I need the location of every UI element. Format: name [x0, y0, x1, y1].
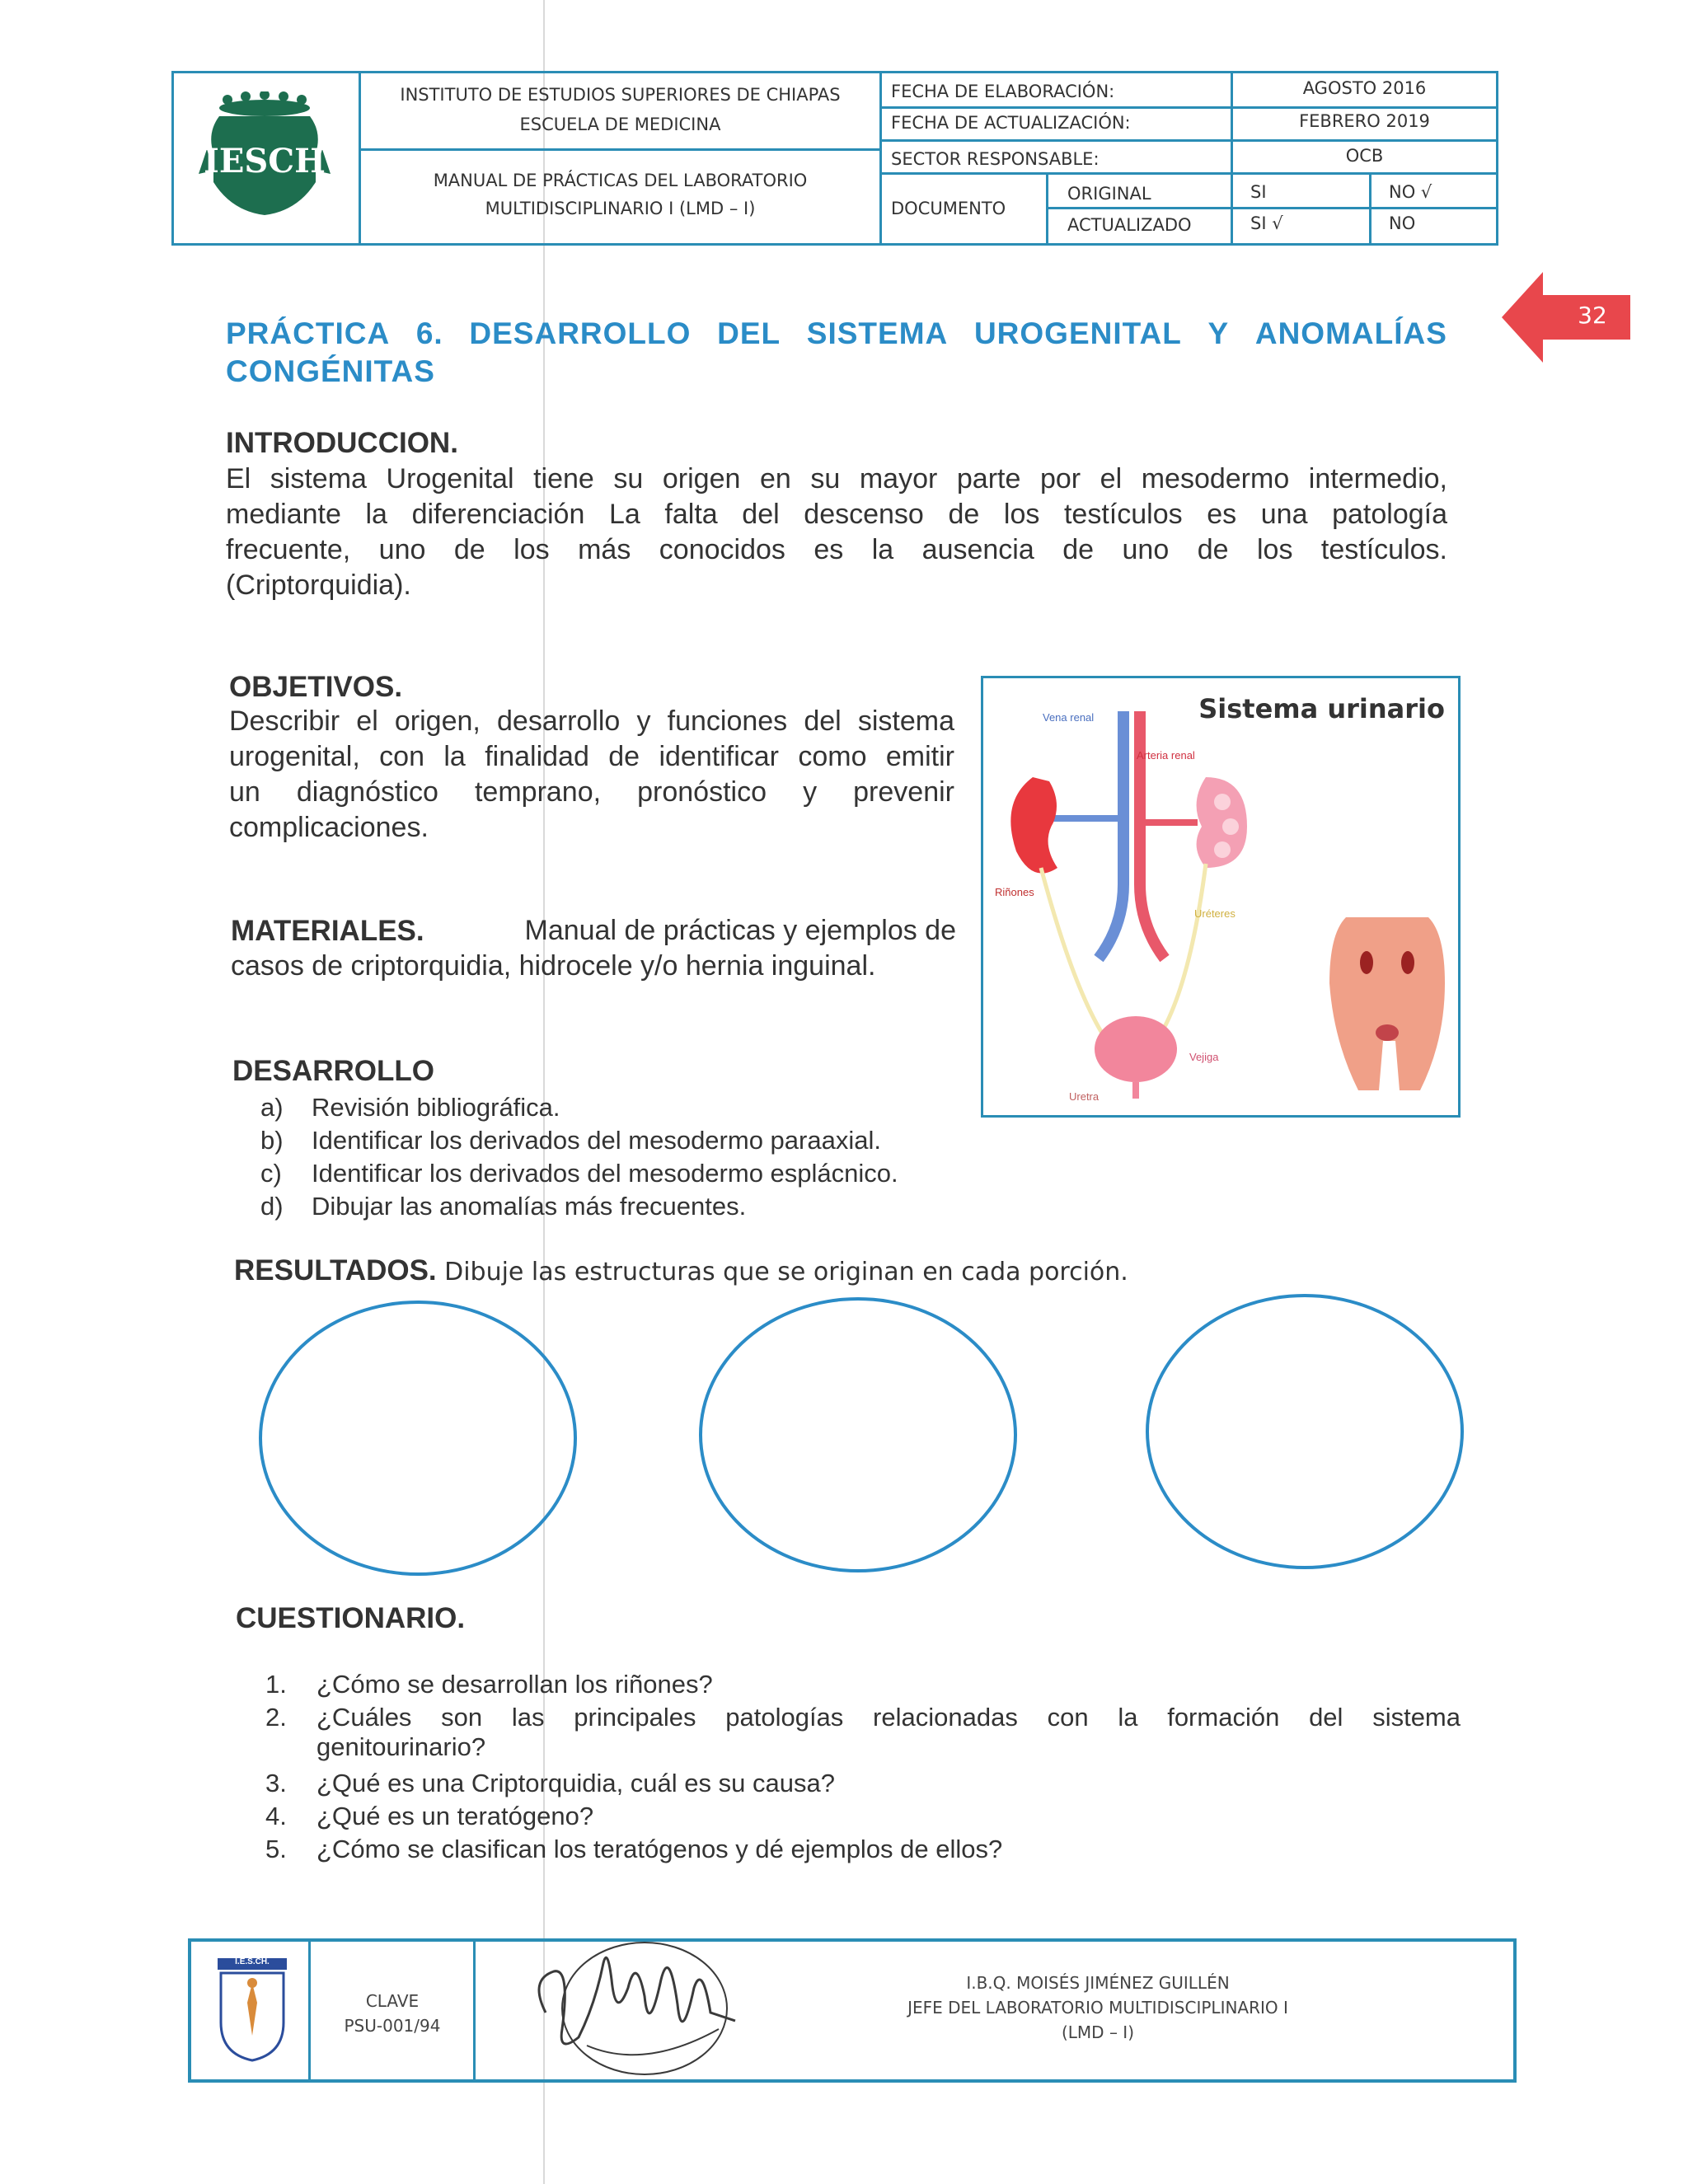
documento-label: DOCUMENTO: [891, 199, 1006, 218]
intro-line: mediante la diferenciación La falta del descenso de los testículos es una patología: [226, 499, 1447, 530]
objetivos-line: urogenital, con la finalidad de identificar como emitir: [229, 741, 954, 772]
sector-responsable-label: SECTOR RESPONSABLE:: [891, 149, 1100, 169]
label-rinones: Riñones: [995, 886, 1034, 898]
school-name: ESCUELA DE MEDICINA: [519, 115, 721, 134]
drawing-circle-2[interactable]: [699, 1297, 1017, 1572]
label-arteria-renal: Arteria renal: [1137, 749, 1195, 762]
resultados-text: Dibuje las estructuras que se originan en cada porción.: [444, 1258, 1128, 1286]
resultados-line: [234, 1254, 1128, 1287]
drawing-circle-1[interactable]: [259, 1301, 577, 1576]
objetivos-heading: OBJETIVOS.: [229, 671, 403, 703]
desarrollo-item: b) Identificar los derivados del mesodermo paraaxial.: [260, 1126, 881, 1155]
materiales-text: Manual de prácticas y ejemplos de: [524, 915, 956, 946]
question-item: 3. ¿Qué es una Criptorquidia, cuál es su causa?: [265, 1769, 835, 1797]
clave-value: PSU-001/94: [344, 2016, 441, 2036]
practice-title: [226, 316, 1447, 351]
urinary-system-illustration: [983, 678, 1458, 1115]
iesch-shield-logo: [214, 1957, 290, 2064]
fecha-actualizacion-label: FECHA DE ACTUALIZACIÓN:: [891, 113, 1131, 133]
urinary-system-figure: [981, 676, 1461, 1118]
resultados-heading: RESULTADOS.: [234, 1254, 437, 1286]
question-item: 5. ¿Cómo se clasifican los teratógenos y dé ejemplos de ellos?: [265, 1835, 1003, 1863]
desarrollo-heading: DESARROLLO: [232, 1055, 434, 1087]
desarrollo-item: a) Revisión bibliográfica.: [260, 1093, 560, 1122]
intro-line: El sistema Urogenital tiene su origen en su mayor parte por el mesodermo intermedio,: [226, 463, 1447, 494]
institution-name: INSTITUTO DE ESTUDIOS SUPERIORES DE CHIAPAS: [400, 85, 841, 105]
drawing-circle-3[interactable]: [1146, 1294, 1464, 1569]
actualizado-label: ACTUALIZADO: [1067, 215, 1192, 235]
fecha-elaboracion-value: AGOSTO 2016: [1302, 78, 1427, 98]
logo-text: IESCH: [204, 142, 326, 180]
fecha-actualizacion-value: FEBRERO 2019: [1299, 111, 1430, 131]
label-uretra: Uretra: [1069, 1090, 1100, 1103]
sector-responsable-value: OCB: [1345, 146, 1384, 166]
title-word: DEL: [717, 316, 781, 350]
materiales-heading: MATERIALES.: [231, 915, 424, 947]
signature: [521, 1930, 785, 2087]
question-item: 4. ¿Qué es un teratógeno?: [265, 1802, 594, 1830]
title-word: UROGENITAL: [973, 316, 1182, 350]
title-word: SISTEMA: [806, 316, 949, 350]
objetivos-line: complicaciones.: [229, 812, 429, 843]
question-item: 2. ¿Cuáles son las principales patologías relacionadas con la formación del sistema genitourinario?: [265, 1703, 1461, 1761]
signer-role: JEFE DEL LABORATORIO MULTIDISCIPLINARIO I: [907, 1998, 1288, 2018]
title-word: PRÁCTICA: [226, 316, 391, 350]
desarrollo-item: c) Identificar los derivados del mesodermo esplácnico.: [260, 1159, 898, 1188]
original-no: NO √: [1389, 182, 1432, 202]
label-vena-renal: Vena renal: [1043, 711, 1095, 724]
fecha-elaboracion-label: FECHA DE ELABORACIÓN:: [891, 82, 1115, 101]
intro-line: (Criptorquidia).: [226, 569, 411, 601]
document-header-table: [171, 71, 1498, 246]
objetivos-line: un diagnóstico temprano, pronóstico y prevenir: [229, 776, 954, 808]
title-word: 6.: [415, 316, 443, 350]
footer-logo-text: I.E.S.CH.: [235, 1957, 270, 1966]
signer-name: I.B.Q. MOISÉS JIMÉNEZ GUILLÉN: [966, 1973, 1230, 1993]
document-footer: [188, 1938, 1517, 2083]
page-number: 32: [1578, 302, 1607, 329]
iesch-logo: [199, 91, 331, 223]
actualizado-si: SI √: [1250, 213, 1283, 233]
intro-line: frecuente, uno de los más conocidos es la ausencia de uno de los testículos.: [226, 534, 1447, 565]
cuestionario-heading: CUESTIONARIO.: [236, 1602, 466, 1634]
materiales-line2: casos de criptorquidia, hidrocele y/o hernia inguinal.: [231, 950, 876, 982]
objetivos-line: Describir el origen, desarrollo y funciones del sistema: [229, 705, 954, 737]
title-word: ANOMALÍAS: [1254, 316, 1447, 350]
question-item: 1. ¿Cómo se desarrollan los riñones?: [265, 1670, 713, 1699]
manual-title-line2: MULTIDISCIPLINARIO I (LMD – I): [485, 199, 756, 218]
original-label: ORIGINAL: [1067, 184, 1151, 204]
intro-heading: INTRODUCCION.: [226, 427, 458, 459]
manual-title-line1: MANUAL DE PRÁCTICAS DEL LABORATORIO: [433, 171, 808, 190]
title-word: Y: [1207, 316, 1230, 350]
page-number-tab: [1502, 272, 1630, 363]
clave-label: CLAVE: [365, 1991, 420, 2011]
title-word: DESARROLLO: [469, 316, 692, 350]
desarrollo-item: d) Dibujar las anomalías más frecuentes.: [260, 1192, 747, 1221]
label-ureteres: Uréteres: [1194, 907, 1236, 920]
label-vejiga: Vejiga: [1189, 1051, 1219, 1063]
figure-title: Sistema urinario: [1198, 693, 1445, 724]
original-si: SI: [1250, 182, 1267, 202]
materiales-line1: [231, 913, 956, 949]
signer-unit: (LMD – I): [1061, 2022, 1135, 2042]
actualizado-no: NO: [1389, 213, 1416, 233]
practice-title-line2: CONGÉNITAS: [226, 354, 435, 388]
